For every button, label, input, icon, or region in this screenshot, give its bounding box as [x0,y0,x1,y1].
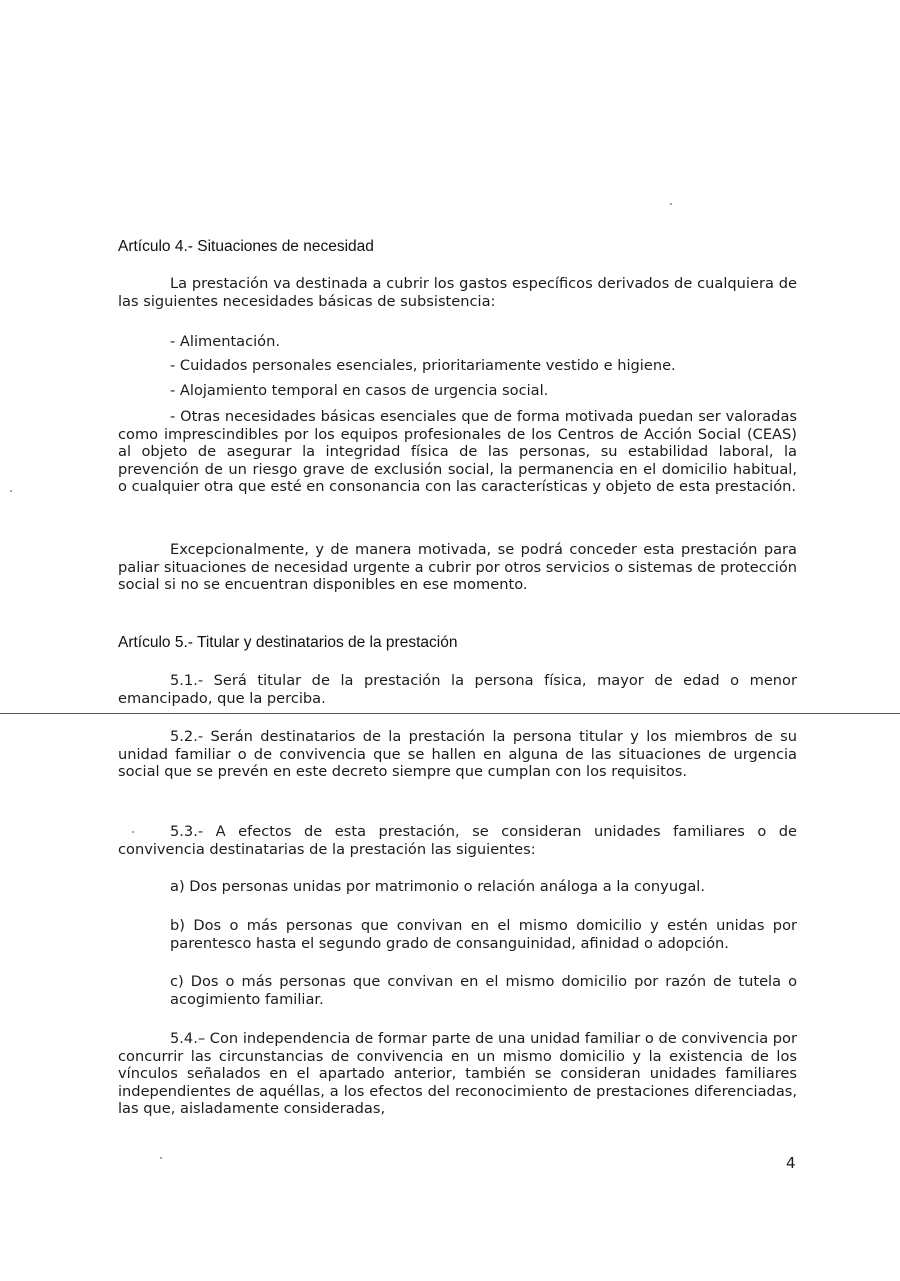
clause-5-3-a: a) Dos personas unidas por matrimonio o relación análoga a la conyugal. [170,878,705,895]
clause-5-3-b: b) Dos o más personas que convivan en el mismo domicilio y estén unidas por parentesco hasta el segundo grado de consanguinidad, afinidad o adopción. [170,917,797,952]
scan-speck [670,203,672,205]
article-4-exceptional: Excepcionalmente, y de manera motivada, se podrá conceder esta prestación para paliar situaciones de necesidad urgente a cubrir por otros servicios o sistemas de protección social si no se encuentran disponibles en ese momento. [118,541,797,594]
clause-5-2: 5.2.- Serán destinatarios de la prestación la persona titular y los miembros de su unidad familiar o de convivencia que se hallen en alguna de las situaciones de urgencia social que se prevén en este decreto siempre que cumplan con los requisitos. [118,728,797,781]
clause-5-3-c: c) Dos o más personas que convivan en el mismo domicilio por razón de tutela o acogimiento familiar. [170,973,797,1008]
article-4-heading: Artículo 4.- Situaciones de necesidad [118,238,374,255]
page-number: 4 [786,1154,796,1172]
divider-line [0,713,900,714]
need-item-other: - Otras necesidades básicas esenciales que de forma motivada puedan ser valoradas como imprescindibles por los equipos profesionales de los Centros de Acción Social (CEAS) al objeto de asegurar la integridad física de las personas, su estabilidad laboral, la prevención de un riesgo grave de exclusión social, la permanencia en el domicilio habitual, o cualquier otra que esté en consonancia con las características y objeto de esta prestación. [118,408,797,496]
need-item-personal-care: - Cuidados personales esenciales, prioritariamente vestido e higiene. [170,357,676,374]
clause-5-4: 5.4.– Con independencia de formar parte de una unidad familiar o de convivencia por concurrir las circunstancias de convivencia en un mismo domicilio y la existencia de los vínculos señalados en el apartado anterior, también se consideran unidades familiares independientes de aquéllas, a los efectos del reconocimiento de prestaciones diferenciadas, las que, aisladamente consideradas, [118,1030,797,1118]
clause-5-3: 5.3.- A efectos de esta prestación, se consideran unidades familiares o de convivencia destinatarias de la prestación las siguientes: [118,823,797,858]
article-4-intro: La prestación va destinada a cubrir los gastos específicos derivados de cualquiera de las siguientes necesidades básicas de subsistencia: [118,275,797,310]
clause-5-1: 5.1.- Será titular de la prestación la persona física, mayor de edad o menor emancipado, que la perciba. [118,672,797,707]
article-5-heading: Artículo 5.- Titular y destinatarios de la prestación [118,634,458,651]
need-item-food: - Alimentación. [170,333,281,350]
scan-speck [132,831,134,833]
scan-speck [160,1157,162,1159]
scan-speck [10,490,12,492]
need-item-housing: - Alojamiento temporal en casos de urgencia social. [170,382,549,399]
